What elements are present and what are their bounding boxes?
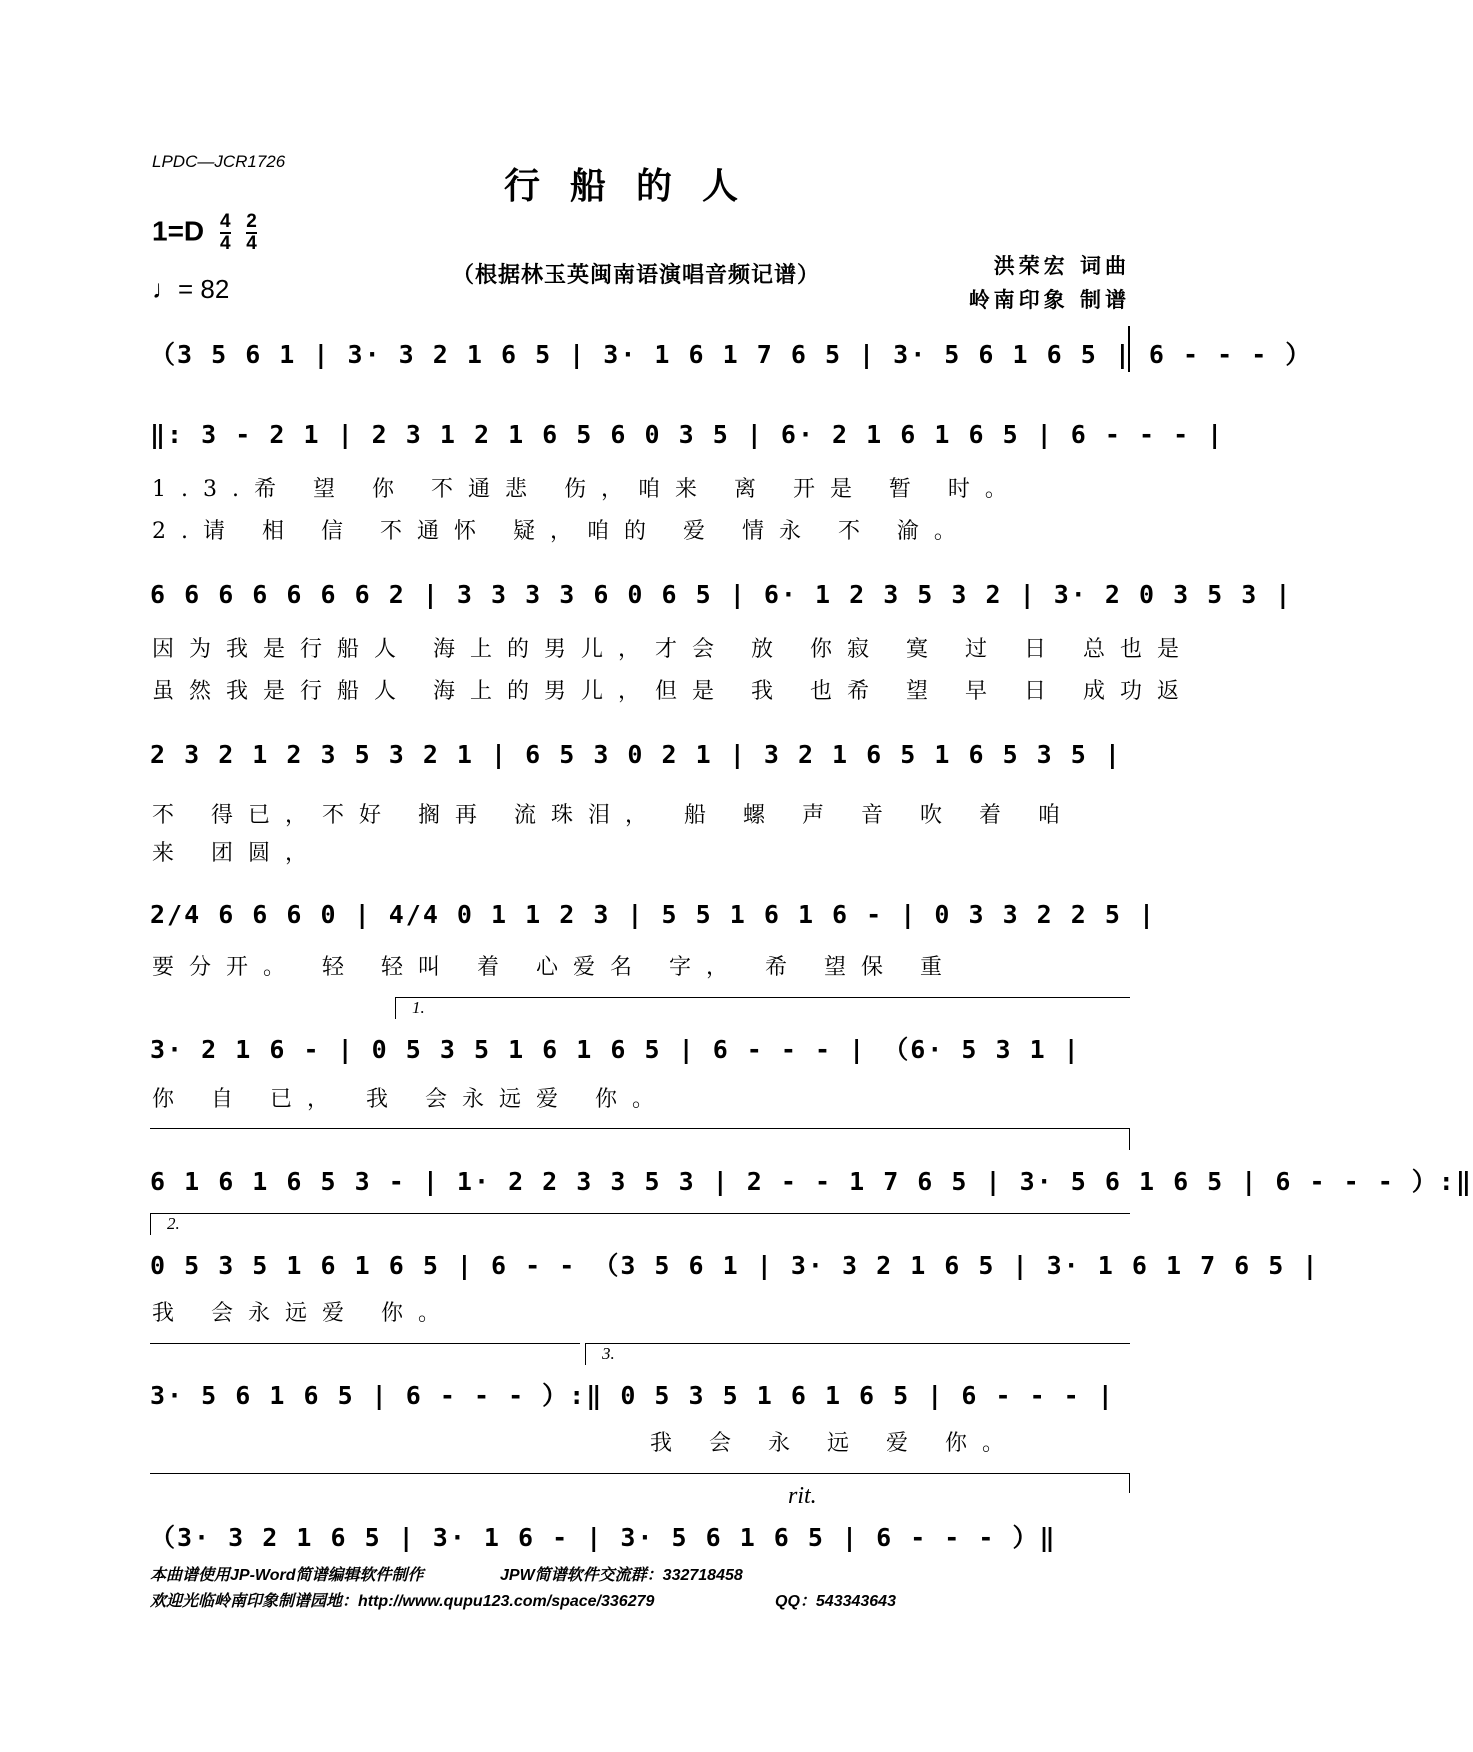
lyric-line: 不 得已，不好 搁再 流珠泪， 船 螺 声 音 吹 着 咱: [152, 803, 1075, 828]
lyric-line: 1.3.希 望 你 不通悲 伤，咱来 离 开是 暂 时。: [152, 477, 1022, 502]
volta-bracket-3: [585, 1343, 1130, 1344]
score-code: LPDC—JCR1726: [152, 152, 286, 171]
footer-software: 本曲谱使用JP-Word简谱编辑软件制作: [150, 1567, 424, 1584]
system-divider: [150, 1128, 1130, 1129]
lyric-line: 2.请 相 信 不通怀 疑，咱的 爱 情永 不 渝。: [152, 519, 971, 544]
volta-2-label: 2.: [167, 1214, 180, 1233]
lyric-line: 要分开。 轻 轻叫 着 心爱名 字， 希 望保 重: [152, 955, 957, 980]
volta-bracket-2: [150, 1213, 1130, 1214]
volta-bracket-1-hook: [395, 997, 396, 1019]
ritardando-marking: rit.: [788, 1483, 817, 1509]
time-signature-2: $\frac{2}{4}$: [246, 211, 257, 254]
footer-qq: QQ：543343643: [775, 1593, 896, 1610]
subtitle: （根据林玉英闽南语演唱音频记谱）: [451, 263, 820, 288]
arranger-credit: 岭南印象 制谱: [968, 288, 1130, 312]
volta-bracket-2-hook: [150, 1213, 151, 1235]
volta-1-label: 1.: [412, 998, 425, 1017]
notation-system-3: 6 6 6 6 6 6 6 2 | 3 3 3 3 6 0 6 5 | 6· 1 2 3 5 3 2 | 3· 2 0 3 5 3 |: [150, 580, 1293, 609]
system-divider: [150, 1473, 1130, 1474]
lyric-line: 你 自 已， 我 会永远爱 你。: [152, 1087, 669, 1112]
notation-system-10: （3· 3 2 1 6 5 | 3· 1 6 - | 3· 5 6 1 6 5 | 6 - - - ）‖: [150, 1523, 1057, 1552]
notation-system-8: 0 5 3 5 1 6 1 6 5 | 6 - - （3 5 6 1 | 3· 3 2 1 6 5 | 3· 1 6 1 7 6 5 |: [150, 1251, 1320, 1280]
notation-system-1: （3 5 6 1 | 3· 3 2 1 6 5 | 3· 1 6 1 7 6 5 | 3· 5 6 1 6 5 | 6 - - - ）: [150, 340, 1313, 369]
lyric-line: 虽然我是行船人 海上的男儿，但是 我 也希 望 早 日 成功返: [152, 679, 1194, 704]
page-title: 行船的人: [503, 165, 768, 207]
volta-bracket-3-hook: [585, 1343, 586, 1365]
footer-website: 欢迎光临岭南印象制谱园地：http://www.qupu123.com/space/336279: [150, 1593, 655, 1610]
notation-system-7: 6 1 6 1 6 5 3 - | 1· 2 2 3 3 5 3 | 2 - - 1 7 6 5 | 3· 5 6 1 6 5 | 6 - - - ）:‖: [150, 1167, 1473, 1196]
volta-bracket-3-end: [1129, 1473, 1130, 1493]
lyric-line: 来 团圆，: [152, 841, 322, 866]
volta-bracket-2-close: [150, 1343, 580, 1344]
lyric-line: 因为我是行船人 海上的男儿，才会 放 你寂 寞 过 日 总也是: [152, 637, 1194, 662]
lyric-line: 我 会 永 远 爱 你。: [650, 1431, 1019, 1456]
notation-system-5: 2/4 6 6 6 0 | 4/4 0 1 1 2 3 | 5 5 1 6 1 6 - | 0 3 3 2 2 5 |: [150, 900, 1157, 929]
volta-bracket-1: [395, 997, 1130, 998]
notation-system-2: ‖: 3 - 2 1 | 2 3 1 2 1 6 5 6 0 3 5 | 6· 2 1 6 1 6 5 | 6 - - - |: [150, 420, 1225, 449]
notation-system-9: 3· 5 6 1 6 5 | 6 - - - ）:‖ 0 5 3 5 1 6 1 6 5 | 6 - - - |: [150, 1381, 1115, 1410]
notation-system-6: 3· 2 1 6 - | 0 5 3 5 1 6 1 6 5 | 6 - - - | （6· 5 3 1 |: [150, 1035, 1081, 1064]
key-signature: [152, 212, 257, 254]
key-label: 1=D: [152, 215, 205, 247]
volta-3-label: 3.: [602, 1344, 615, 1363]
footer-group: JPW简谱软件交流群：332718458: [500, 1567, 743, 1584]
volta-bracket-1-end: [1129, 1128, 1130, 1150]
tempo-marking: ♩= 82: [152, 274, 230, 304]
lyric-line: 我 会永远爱 你。: [152, 1301, 455, 1326]
time-signature-1: $\frac{4}{4}$: [219, 211, 231, 254]
composer-credit: 洪荣宏 词曲: [993, 254, 1130, 278]
notation-system-4: 2 3 2 1 2 3 5 3 2 1 | 6 5 3 0 2 1 | 3 2 1 6 5 1 6 5 3 5 |: [150, 740, 1122, 769]
